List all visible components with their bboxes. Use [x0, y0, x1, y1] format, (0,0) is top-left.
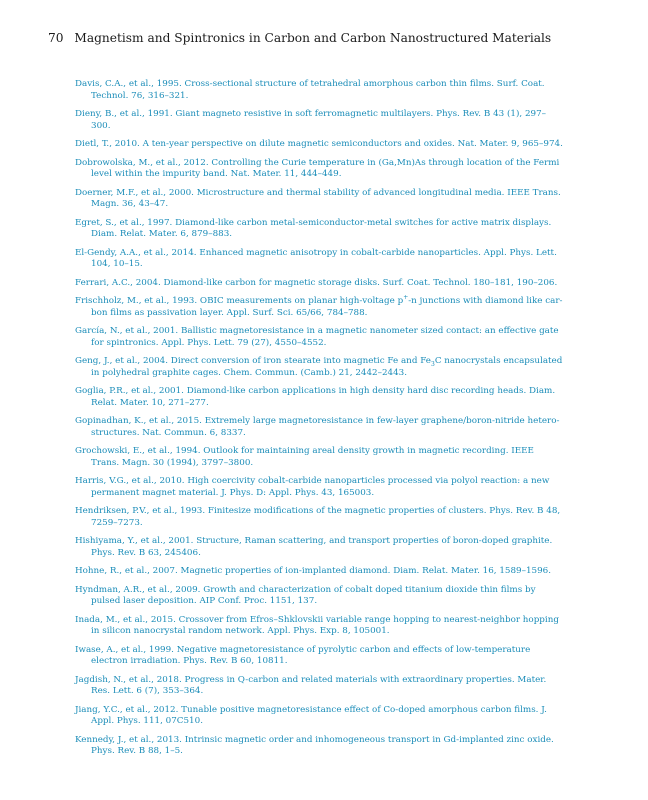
reference-link[interactable]: García, N., et al., 2001. Ballistic magnetoresistance in a magnetic nanometer sized contact: an effective gate for spintronics. Appl. Phys. Lett. 79 (27), 4550–4552. — [75, 326, 559, 348]
reference-link[interactable]: Goglia, P.R., et al., 2001. Diamond-like carbon applications in high density hard disc recording heads. Diam. Relat. Mater. 10, 271–277. — [75, 386, 556, 408]
reference-link[interactable]: Dieny, B., et al., 1991. Giant magneto resistive in soft ferromagnetic multilayers. Phys. Rev. B 43 (1), 297–300. — [75, 109, 547, 131]
reference-link[interactable]: Dobrowolska, M., et al., 2012. Controlling the Curie temperature in (Ga,Mn)As through location of the Fermi level within the impurity band. Nat. Mater. 11, 444–449. — [75, 157, 560, 179]
reference-link[interactable]: Doerner, M.F., et al., 2000. Microstructure and thermal stability of advanced longitudinal media. IEEE Trans. Magn. 36, 43–47. — [75, 187, 561, 209]
reference-text-part: Frischholz, M., et al., 1993. OBIC measurements on planar high-voltage p — [75, 296, 404, 306]
reference-link[interactable]: Hohne, R., et al., 2007. Magnetic properties of ion-implanted diamond. Diam. Relat. Mater. 16, 1589–1596. — [75, 566, 552, 576]
reference-text-part: Geng, J., et al., 2004. Direct conversion of iron stearate into magnetic Fe and Fe — [75, 356, 431, 366]
page-number: 70 — [48, 31, 64, 45]
reference-text-part: C nanocrystals encapsulated in polyhedral graphite cages. Chem. Commun. (Camb.) 21, 2442–2443. — [91, 356, 563, 378]
reference-link[interactable]: Gopinadhan, K., et al., 2015. Extremely large magnetoresistance in few-layer graphene/boron-nitride hetero-structures. Nat. Commun. 6, 8337. — [75, 416, 560, 438]
running-header — [48, 31, 608, 45]
reference-link[interactable]: Ferrari, A.C., 2004. Diamond-like carbon for magnetic storage disks. Surf. Coat. Technol. 180–181, 190–206. — [75, 277, 558, 288]
reference-link[interactable]: Jiang, Y.C., et al., 2012. Tunable positive magnetoresistance effect of Co-doped amorphous carbon films. J. Appl. Phys. 111, 07C510. — [75, 704, 547, 726]
reference-link[interactable]: Hishiyama, Y., et al., 2001. Structure, Raman scattering, and transport properties of boron-doped graphite. Phys. Rev. B 63, 245406. — [75, 536, 553, 558]
reference-link[interactable]: Iwase, A., et al., 1999. Negative magnetoresistance of pyrolytic carbon and effects of low-temperature electron irradiation. Phys. Rev. B 60, 10811. — [75, 644, 531, 666]
reference-link[interactable]: Harris, V.G., et al., 2010. High coercivity cobalt-carbide nanoparticles processed via polyol reaction: a new permanent magnet material. J. Phys. D: Appl. Phys. 43, 165003. — [75, 476, 550, 498]
reference-link[interactable]: Hyndman, A.R., et al., 2009. Growth and characterization of cobalt doped titanium dioxide thin films by pulsed laser deposition. AIP Conf. Proc. 1151, 137. — [75, 584, 536, 606]
reference-link[interactable] — [75, 296, 563, 319]
superscript: + — [403, 294, 409, 302]
reference-link[interactable]: Jagdish, N., et al., 2018. Progress in Q-carbon and related materials with extraordinary properties. Mater. Res. Lett. 6 (7), 353–364. — [75, 674, 547, 696]
reference-link[interactable]: Kennedy, J., et al., 2013. Intrinsic magnetic order and inhomogeneous transport in Gd-implanted zinc oxide. Phys. Rev. B 88, 1–5. — [75, 734, 554, 756]
reference-link[interactable]: Dietl, T., 2010. A ten-year perspective on dilute magnetic semiconductors and oxides. Nat. Mater. 9, 965–974. — [75, 139, 563, 149]
subscript: 3 — [430, 360, 435, 368]
reference-link[interactable]: Inada, M., et al., 2015. Crossover from Efros–Shklovskii variable range hopping to nearest-neighbor hopping in silicon nanocrystal random network. Appl. Phys. Exp. 8, 105001. — [75, 614, 559, 636]
reference-text-part: -n junctions with diamond like car-bon films as passivation layer. Appl. Surf. Sci. 65/66, 784–788. — [91, 296, 563, 318]
reference-list — [75, 79, 563, 765]
reference-link[interactable]: Egret, S., et al., 1997. Diamond-like carbon metal-semiconductor-metal switches for active matrix displays. Diam. Relat. Mater. 6, 879–883. — [75, 217, 552, 239]
reference-link[interactable]: Hendriksen, P.V., et al., 1993. Finitesize modifications of the magnetic properties of clusters. Phys. Rev. B 48, 7259–7273. — [75, 506, 561, 528]
reference-link[interactable] — [75, 356, 563, 379]
reference-link[interactable]: Davis, C.A., et al., 1995. Cross-sectional structure of tetrahedral amorphous carbon thin films. Surf. Coat. Technol. 76, 316–321. — [75, 79, 545, 101]
reference-link[interactable]: El-Gendy, A.A., et al., 2014. Enhanced magnetic anisotropy in cobalt-carbide nanoparticles. Appl. Phys. Lett. 104, 10–15. — [75, 247, 557, 269]
reference-link[interactable]: Grochowski, E., et al., 1994. Outlook for maintaining areal density growth in magnetic recording. IEEE Trans. Magn. 30 (1994), 3797–3800. — [75, 446, 534, 468]
running-title: Magnetism and Spintronics in Carbon and Carbon Nanostructured Materials — [74, 31, 552, 45]
